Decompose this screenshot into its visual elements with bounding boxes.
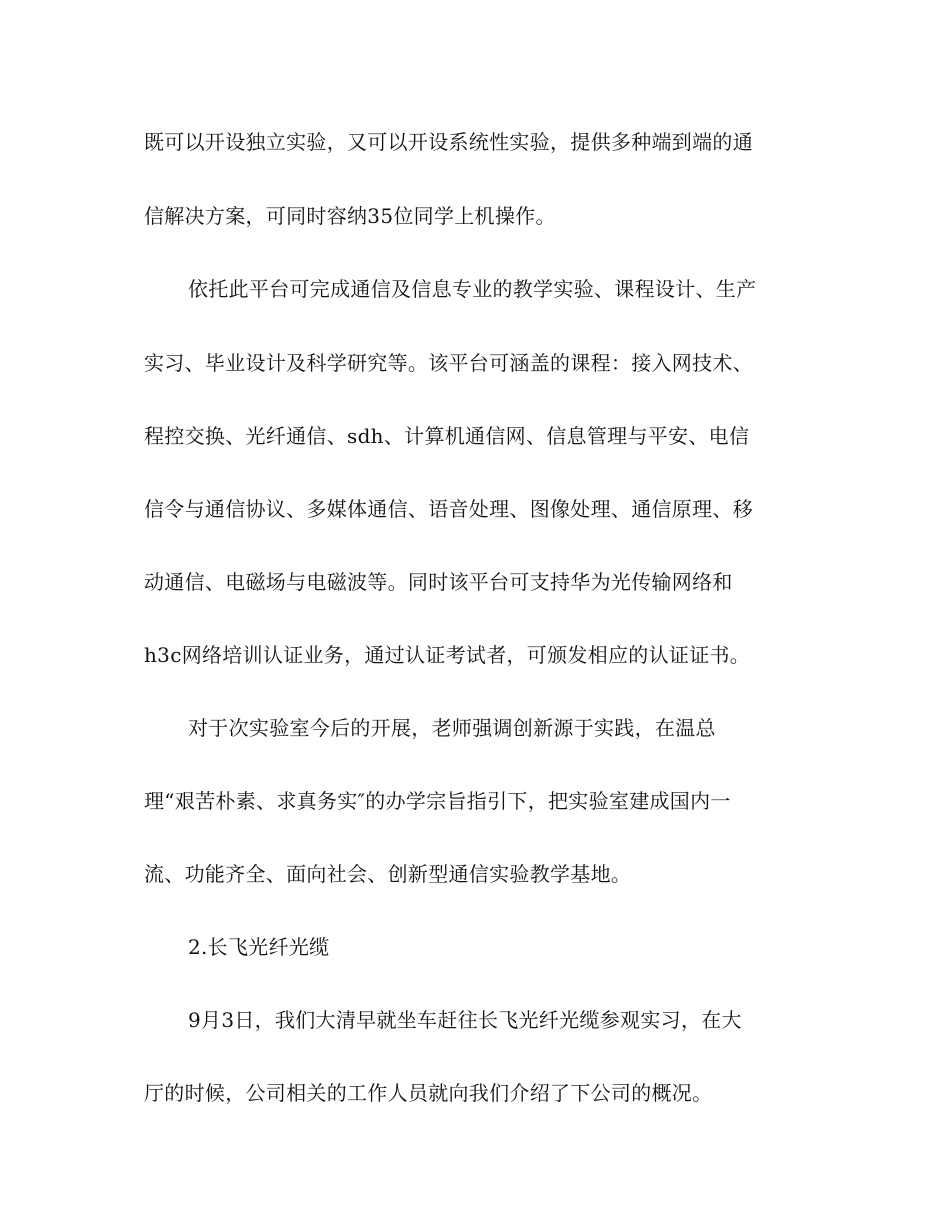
text-line: 实习、毕业设计及科学研究等。该平台可涵盖的课程：接入网技术、 (144, 351, 753, 375)
text-line: h3c网络培训认证业务，通过认证考试者，可颁发相应的认证证书。 (144, 643, 751, 667)
paragraph-start-line: 依托此平台可完成通信及信息专业的教学实验、课程设计、生产 (188, 277, 757, 301)
section-heading: 2.长飞光纤光缆 (188, 935, 330, 959)
text-line: 厅的时候，公司相关的工作人员就向我们介绍了下公司的概况。 (144, 1081, 713, 1105)
paragraph-start-line: 对于次实验室今后的开展，老师强调创新源于实践，在温总 (188, 716, 716, 740)
text-line: 动通信、电磁场与电磁波等。同时该平台可支持华为光传输网络和 (144, 570, 733, 594)
text-line: 信解决方案，可同时容纳35位同学上机操作。 (144, 204, 556, 228)
text-line: 理“艰苦朴素、求真务实″的办学宗旨指引下，把实验室建成国内一 (144, 789, 731, 813)
text-line: 信令与通信协议、多媒体通信、语音处理、图像处理、通信原理、移 (144, 497, 753, 521)
text-line: 程控交换、光纤通信、sdh、计算机通信网、信息管理与平安、电信 (144, 424, 750, 448)
text-line: 流、功能齐全、面向社会、创新型通信实验教学基地。 (144, 862, 632, 886)
paragraph-start-line: 9月3日，我们大清早就坐车赶往长飞光纤光缆参观实习，在大 (188, 1008, 742, 1032)
text-line: 既可以开设独立实验，又可以开设系统性实验，提供多种端到端的通 (144, 130, 753, 154)
